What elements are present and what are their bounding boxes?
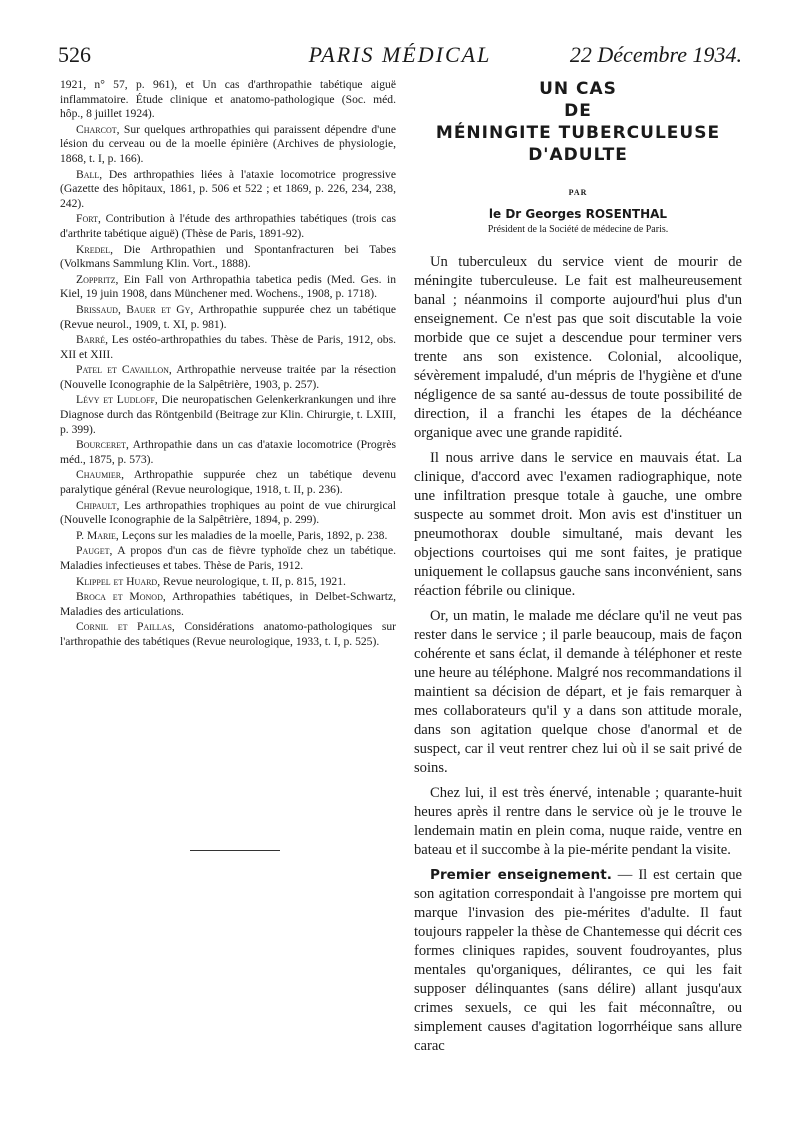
paragraph: Or, un matin, le malade me déclare qu'il ne veut pas rester dans le service ; il parle beaucoup, mais de façon cohérente et sans éclat, il demande à téléphoner et reste une heure au téléphone. Malgré nos recommandations il maintient sa décision de départ, et je fais remarquer à mes collaborateurs qu'il y a dans son attitude morale, dans son agitation quelque chose d'anormal et de suspect, car il veut rentrer chez lui où il se sait privé de soins. (414, 608, 742, 776)
page-number: 526 (58, 42, 91, 67)
reference-author: Chaumier, (76, 468, 124, 482)
reference-text: Arthropathie suppurée chez un tabétique (Revue neurol., 1909, t. XI, p. 981). (60, 302, 397, 331)
reference-author: Ball, (76, 167, 103, 181)
reference-text: Arthropathies tabétiques, in Delbet-Schwartz, Maladies des articulations. (60, 590, 396, 618)
reference-item (60, 393, 396, 437)
journal-title: PARIS MÉDICAL (308, 42, 492, 67)
by-line-par: PAR (568, 188, 588, 197)
references-column (60, 78, 396, 651)
reference-item (60, 333, 396, 362)
reference-text: Revue neurologique, t. II, p. 815, 1921. (160, 574, 346, 588)
reference-text: Contribution à l'étude des arthropathies tabétiques (trois cas d'arthrite tabétique aiguë) (Thèse de Paris, 1891-92). (60, 212, 396, 240)
reference-item (60, 243, 396, 272)
paragraph: Chez lui, il est très énervé, intenable ; quarante-huit heures après il rentre dans le service où je le trouve le lendemain matin en plein coma, nuque raide, ventre en bateau et il succombe à la pie-mérite pendant la visite. (414, 785, 742, 858)
reference-text: Arthropathie dans un cas d'ataxie locomotrice (Progrès méd., 1875, p. 573). (60, 438, 396, 466)
reference-text: Considérations anatomo-pathologiques sur l'arthropathie des tabétiques (Revue neurologique, 1933, t. I, p. 525). (60, 620, 396, 648)
reference-item (60, 123, 396, 167)
author-name: le Dr Georges ROSENTHAL (488, 207, 668, 221)
title-line: MÉNINGITE TUBERCULEUSE (435, 123, 721, 143)
column-end-rule (190, 850, 280, 851)
reference-text: Des arthropathies liées à l'ataxie locomotrice progressive (Gazette des hôpitaux, 1861, p. 506 et 522 ; et 1869, p. 226, 234, 238, 242). (60, 167, 396, 210)
reference-text: Ein Fall von Arthropathia tabetica pedis (Med. Ges. in Kiel, 19 juin 1908, dans Münchener med. Wochens., 1908, p. 1718). (60, 272, 396, 301)
reference-text: 1921, n° 57, p. 961), et Un cas d'arthropathie tabétique aiguë inflammatoire. Étude clinique et anatomo-pathologique (Soc. méd. hôp., 8 juillet 1924). (60, 78, 396, 121)
reference-author: Cornil et Paillas, (76, 620, 175, 634)
reference-author: Patel et Cavaillon, (76, 363, 172, 377)
reference-item (60, 273, 396, 302)
reference-text: Sur quelques arthropathies qui paraissent dépendre d'une lésion du cerveau ou de la moelle épinière (Archives de physiologie, 1868, t. I, p. 166). (60, 122, 396, 165)
reference-author: Pauget, (76, 544, 113, 558)
reference-item (60, 544, 396, 573)
reference-item (60, 303, 396, 332)
reference-text: A propos d'un cas de fièvre typhoïde chez un tabétique. Maladies infectieuses et tabes. Thèse de Paris, 1912. (60, 544, 396, 572)
reference-item (60, 590, 396, 619)
reference-author: Brissaud, Bauer et Gy, (76, 302, 194, 316)
reference-text: Die neuropatischen Gelenkerkrankungen und ihre Diagnose durch das Röntgenbild (Beitrage zur Klin. Chirurgie, t. LXIII, p. 399). (60, 393, 396, 436)
reference-item (60, 78, 396, 122)
page-header (58, 42, 742, 72)
reference-author: Broca et Monod, (76, 590, 166, 604)
reference-item (60, 529, 396, 544)
reference-author: Klippel et Huard, (76, 574, 161, 588)
reference-author: Kredel, (76, 242, 114, 256)
reference-text: Les ostéo-arthropathies du tabes. Thèse de Paris, 1912, obs. XII et XIII. (60, 333, 396, 361)
reference-text: Die Arthropathien und Spontanfracturen bei Tabes (Volkmans Sammlung Klin. Vort., 1888). (60, 242, 396, 271)
reference-author: Fort, (76, 212, 101, 226)
reference-item (60, 468, 396, 497)
author-affiliation: Président de la Société de médecine de Paris. (487, 224, 669, 235)
reference-text: Les arthropathies trophiques au point de vue chirurgical (Nouvelle Iconographie de la Salpêtrière, 1894, p. 299). (60, 498, 396, 527)
reference-item (60, 363, 396, 392)
reference-text: Arthropathie suppurée chez un tabétique devenu paralytique général (Revue neurologique, 1918, t. II, p. 236). (60, 468, 396, 497)
section-paragraph (414, 866, 742, 1056)
section-heading: Premier enseignement. (430, 867, 612, 883)
reference-author: Chipault, (76, 498, 120, 512)
reference-item (60, 499, 396, 528)
title-line: D'ADULTE (528, 145, 628, 165)
article-column (414, 78, 742, 1062)
reference-author: P. Marie, (76, 528, 119, 542)
reference-item (60, 168, 396, 212)
section-text: — Il est certain que son agitation correspondait à l'angoisse pre mortem qui marque l'invasion des pie-mérites d'adulte. Il faut toujours rappeler la thèse de Chantemesse qui décrit ces formes cliniques rapides, souvent foudroyantes, plus mentales qu'organiques, délirantes, ce qui les fait supposer délinquantes (sans délire) allant jusqu'aux crimes sexuels, ce qui les fait méconnaître, ou simplement causes d'agitation logorrhéique sans allure carac (414, 867, 742, 1054)
article-title (414, 78, 742, 166)
reference-author: Barré, (76, 333, 108, 347)
issue-date: 22 Décembre 1934. (569, 42, 742, 67)
reference-text: Arthropathie nerveuse traitée par la résection (Nouvelle Iconographie de la Salpêtrière, 1903, p. 257). (60, 363, 396, 391)
reference-author: Zoppritz, (76, 272, 119, 286)
reference-author: Charcot, (76, 122, 120, 136)
reference-item (60, 620, 396, 649)
paragraph: Un tuberculeux du service vient de mourir de méningite tuberculeuse. Le fait est malheureusement banal ; néanmoins il comporte aujourd'hui plus d'un enseignement. Ce n'est pas que soit discutable la voie morbide que ce sujet a descendue pour terminer vers trente ans son existence. Colonial, alcoolique, sévèrement impaludé, d'un mépris de l'hygiène et d'une négligence de sa santé au-dessus de toute possibilité de direction, il a franchi les étapes de la déchéance organique avec une grande rapidité. (414, 254, 742, 441)
title-line: UN CAS (539, 79, 617, 99)
reference-author: Bourceret, (76, 438, 129, 452)
reference-author: Lévy et Ludloff, (76, 393, 158, 407)
title-line: DE (564, 101, 592, 121)
reference-item (60, 438, 396, 467)
paragraph: Il nous arrive dans le service en mauvais état. La clinique, d'accord avec l'examen radiographique, note une infiltration presque totale à gauche, une ombre suspecte au sommet droit. Mon avis est d'instituer un pneumothorax double simultané, mais devant les objections courtoises qui me sont faites, je pratique uniquement le collapsus gauche sans inconvénient, sans réaction fébrile ou clinique. (414, 450, 742, 599)
reference-item (60, 212, 396, 241)
reference-text: Leçons sur les maladies de la moelle, Paris, 1892, p. 238. (118, 528, 388, 542)
article-body (414, 253, 742, 1056)
reference-item (60, 575, 396, 590)
